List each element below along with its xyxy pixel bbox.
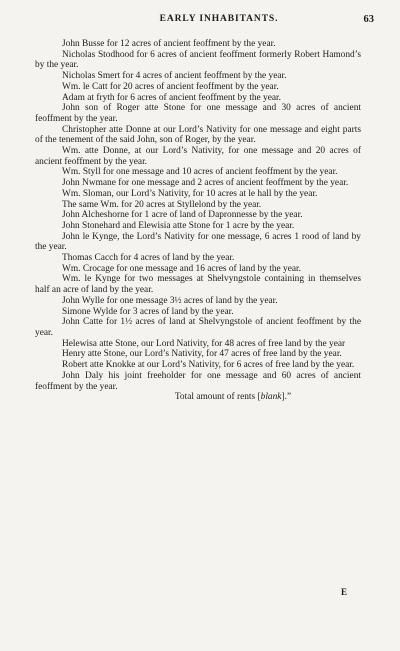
rent-entry: Adam at fryth for 6 acres of ancient feoffment by the year. <box>62 92 282 103</box>
rents-total-line <box>35 392 361 403</box>
rent-entry: Robert atte Knokke at our Lord’s Nativity, for 6 acres of free land by the year. <box>62 360 355 371</box>
rent-entry: John Daly his joint freeholder for one message and 60 acres of ancient feoffment by the year. <box>35 370 361 392</box>
rent-entry: Simone Wylde for 3 acres of land by the year. <box>62 306 234 317</box>
rent-entry: Nicholas Smert for 4 acres of ancient feoffment by the year. <box>62 71 287 82</box>
rent-entry: Helewisa atte Stone, our Lord Nativity, for 48 acres of free land by the year <box>62 338 346 349</box>
signature-mark: E <box>341 587 348 597</box>
rent-entry: Christopher atte Donne at our Lord’s Nativity for one message and eight parts of the tenement of the said John, son of Roger, by the year. <box>35 124 361 146</box>
rent-entry: Henry atte Stone, our Lord’s Nativity, for 47 acres of free land by the year. <box>62 349 342 360</box>
rent-entry: John Busse for 12 acres of ancient feoffment by the year. <box>62 39 276 49</box>
rent-entry: Wm. Styll for one message and 10 acres of ancient feoffment by the year. <box>62 167 338 178</box>
rent-entry: Nicholas Stodhood for 6 acres of ancient feoffment formerly Robert Hamond’s by the year. <box>35 49 361 71</box>
running-head <box>60 14 378 28</box>
total-suffix: ].” <box>281 392 292 403</box>
rent-entry: John le Kynge, the Lord’s Nativity for one message, 6 acres 1 rood of land by the year. <box>35 231 361 253</box>
rent-entry: John son of Roger atte Stone for one message and 30 acres of ancient feoffment by the year. <box>35 103 361 124</box>
rent-entry: John Alcheshorne for 1 acre of land of Dapronnesse by the year. <box>62 210 303 221</box>
page-number: 63 <box>363 14 374 25</box>
rent-entry: John Wylle for one message 3½ acres of land by the year. <box>62 295 278 306</box>
rent-entry: John Catte for 1½ acres of land at Shelvyngstole of ancient feoffment by the year. <box>35 317 361 338</box>
rent-entry: John Nwmane for one message and 2 acres of ancient feoffment by the year. <box>62 178 349 189</box>
rent-entry: The same Wm. for 20 acres at Styllelond by the year. <box>62 199 262 210</box>
total-prefix: Total amount of rents [ <box>174 392 261 403</box>
rent-entry: John Stonehard and Elewisia atte Stone for 1 acre by the year. <box>62 220 295 231</box>
rent-entry: Wm. atte Donne, at our Lord’s Nativity, for one message and 20 acres of ancient feoffment by the year. <box>35 146 361 167</box>
rent-entry: Wm. le Catt for 20 acres of ancient feoffment by the year. <box>62 81 279 92</box>
rent-roll-entries <box>35 39 361 403</box>
running-title: EARLY INHABITANTS. <box>159 14 279 24</box>
rent-entry: Wm. le Kynge for two messages at Shelvyngstole containing in themselves half an acre of land by the year. <box>35 274 361 296</box>
total-blank: blank <box>260 392 282 403</box>
rent-entry: Wm. Sloman, our Lord’s Nativity, for 10 acres at le hall by the year. <box>62 188 318 199</box>
rent-entry: Wm. Crocage for one message and 16 acres of land by the year. <box>62 263 301 274</box>
rent-entry: Thomas Cacch for 4 acres of land by the year. <box>62 253 235 264</box>
